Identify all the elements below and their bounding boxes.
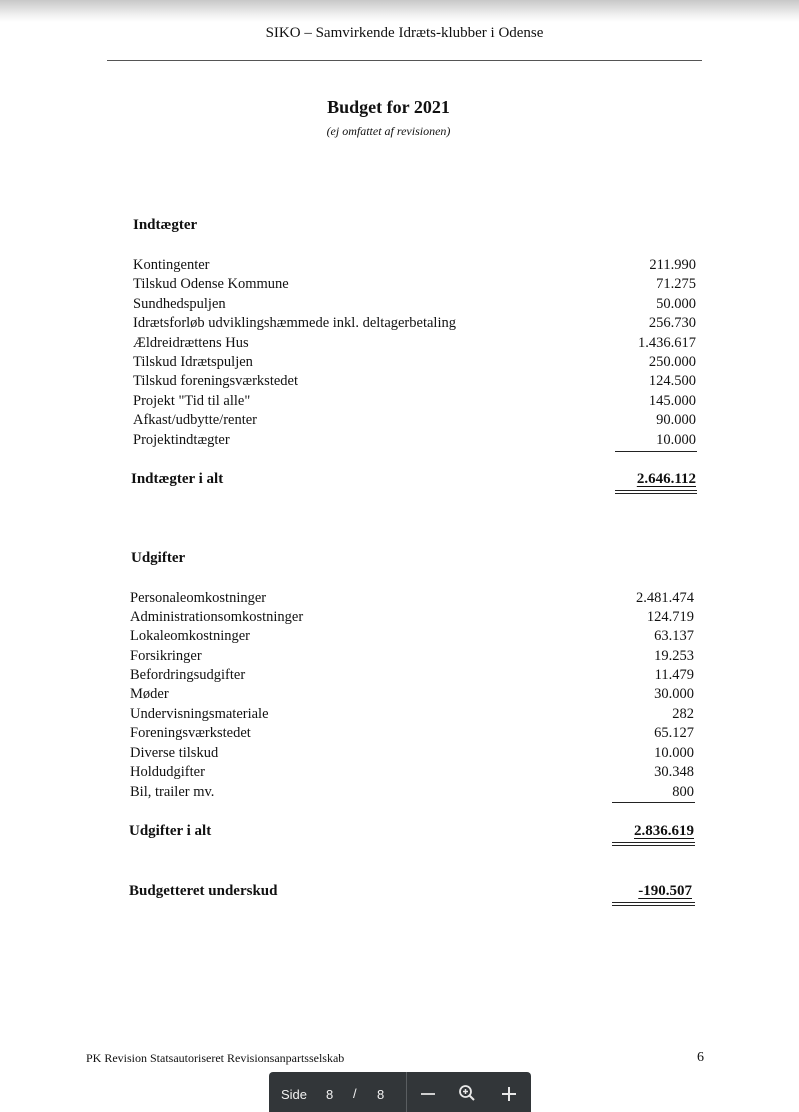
- expense-row: [130, 647, 694, 666]
- expense-label: Administrationsomkostninger: [130, 609, 304, 625]
- zoom-in-icon[interactable]: [501, 1086, 517, 1102]
- income-value: 145.000: [648, 393, 696, 409]
- expenses-subtotal-rule: [612, 802, 695, 803]
- expense-value: 800: [672, 784, 694, 800]
- expense-label: Forsikringer: [130, 648, 202, 664]
- income-total-double-rule: [615, 490, 697, 494]
- expense-row: [130, 705, 694, 724]
- document-title: Budget for 2021: [327, 97, 450, 117]
- income-value: 50.000: [656, 296, 696, 312]
- expenses-heading: Udgifter: [131, 550, 186, 566]
- income-label: Kontingenter: [133, 257, 210, 273]
- footer-page-number: 6: [697, 1050, 704, 1065]
- income-row: [133, 392, 696, 411]
- expense-row: [130, 685, 694, 704]
- income-value: 256.730: [648, 315, 696, 331]
- income-label: Ældreidrættens Hus: [133, 335, 249, 351]
- footer-company: PK Revision Statsautoriseret Revisionsanpartsselskab: [86, 1051, 345, 1065]
- expenses-total-row: [129, 821, 694, 841]
- expense-label: Møder: [130, 686, 169, 702]
- income-label: Afkast/udbytte/renter: [133, 412, 258, 428]
- deficit-double-rule: [612, 902, 695, 906]
- expense-label: Lokaleomkostninger: [130, 628, 251, 644]
- expense-value: 124.719: [646, 609, 694, 625]
- income-row: [133, 372, 696, 391]
- expense-label: Holdudgifter: [130, 764, 205, 780]
- income-label: Tilskud foreningsværkstedet: [133, 373, 299, 389]
- expenses-total-label: Udgifter i alt: [129, 823, 212, 839]
- income-label: Idrætsforløb udviklingshæmmede inkl. deltagerbetaling: [133, 315, 456, 331]
- income-value: 1.436.617: [638, 335, 696, 351]
- expense-value: 19.253: [654, 648, 694, 664]
- total-pages: 8: [377, 1087, 385, 1102]
- expense-value: 2.481.474: [636, 590, 694, 606]
- expense-label: Bil, trailer mv.: [130, 784, 215, 800]
- expense-label: Foreningsværkstedet: [130, 725, 251, 741]
- expense-label: Undervisningsmateriale: [130, 706, 269, 722]
- income-label: Projektindtægter: [133, 432, 230, 448]
- income-total-value: 2.646.112: [636, 471, 696, 487]
- income-subtotal-rule: [615, 451, 697, 452]
- income-row: [133, 256, 696, 275]
- income-label: Tilskud Odense Kommune: [133, 276, 289, 292]
- toolbar-divider: [406, 1072, 407, 1112]
- expense-row: [130, 744, 694, 763]
- expense-value: 10.000: [654, 745, 694, 761]
- expense-label: Diverse tilskud: [130, 745, 219, 761]
- zoom-out-icon[interactable]: [421, 1093, 435, 1095]
- expenses-total-value: 2.836.619: [634, 823, 694, 839]
- expense-row: [130, 724, 694, 743]
- expense-row: [130, 763, 694, 782]
- income-row: [133, 314, 696, 333]
- income-label: Tilskud Idrætspuljen: [133, 354, 253, 370]
- income-row: [133, 353, 696, 372]
- income-total-label: Indtægter i alt: [131, 471, 224, 487]
- deficit-label: Budgetteret underskud: [129, 883, 278, 899]
- expense-row: [130, 666, 694, 685]
- page-separator: /: [353, 1086, 357, 1101]
- page-header-title: SIKO – Samvirkende Idræts-klubber i Odense: [265, 25, 544, 41]
- income-total-row: [131, 469, 696, 489]
- expense-value: 282: [672, 706, 694, 722]
- income-row: [133, 411, 696, 430]
- income-value: 250.000: [648, 354, 696, 370]
- income-value: 10.000: [656, 432, 696, 448]
- expense-value: 30.000: [654, 686, 694, 702]
- income-value: 211.990: [649, 257, 696, 273]
- income-row: [133, 295, 696, 314]
- expense-value: 63.137: [654, 628, 694, 644]
- expense-value: 30.348: [654, 764, 694, 780]
- expenses-total-double-rule: [612, 842, 695, 846]
- expense-row: [130, 608, 694, 627]
- expense-row: [130, 783, 694, 802]
- income-row: [133, 431, 696, 450]
- income-label: Sundhedspuljen: [133, 296, 226, 312]
- expense-value: 65.127: [654, 725, 694, 741]
- pdf-viewer-toolbar: [269, 1072, 531, 1112]
- expense-row: [130, 589, 694, 608]
- income-row: [133, 334, 696, 353]
- page-label: Side: [281, 1087, 308, 1102]
- income-value: 124.500: [648, 373, 696, 389]
- document-subtitle: (ej omfattet af revisionen): [326, 124, 451, 138]
- deficit-row: [129, 881, 692, 901]
- income-value: 71.275: [656, 276, 696, 292]
- current-page-input[interactable]: 8: [326, 1087, 334, 1102]
- expense-label: Befordringsudgifter: [130, 667, 246, 683]
- zoom-fit-icon[interactable]: [458, 1084, 476, 1102]
- income-row: [133, 275, 696, 294]
- expense-value: 11.479: [654, 667, 694, 683]
- income-heading: Indtægter: [133, 217, 198, 233]
- income-value: 90.000: [656, 412, 696, 428]
- deficit-value: -190.507: [638, 883, 692, 899]
- header-divider: [107, 60, 702, 61]
- expense-row: [130, 627, 694, 646]
- expense-label: Personaleomkostninger: [130, 590, 267, 606]
- income-label: Projekt "Tid til alle": [133, 393, 251, 409]
